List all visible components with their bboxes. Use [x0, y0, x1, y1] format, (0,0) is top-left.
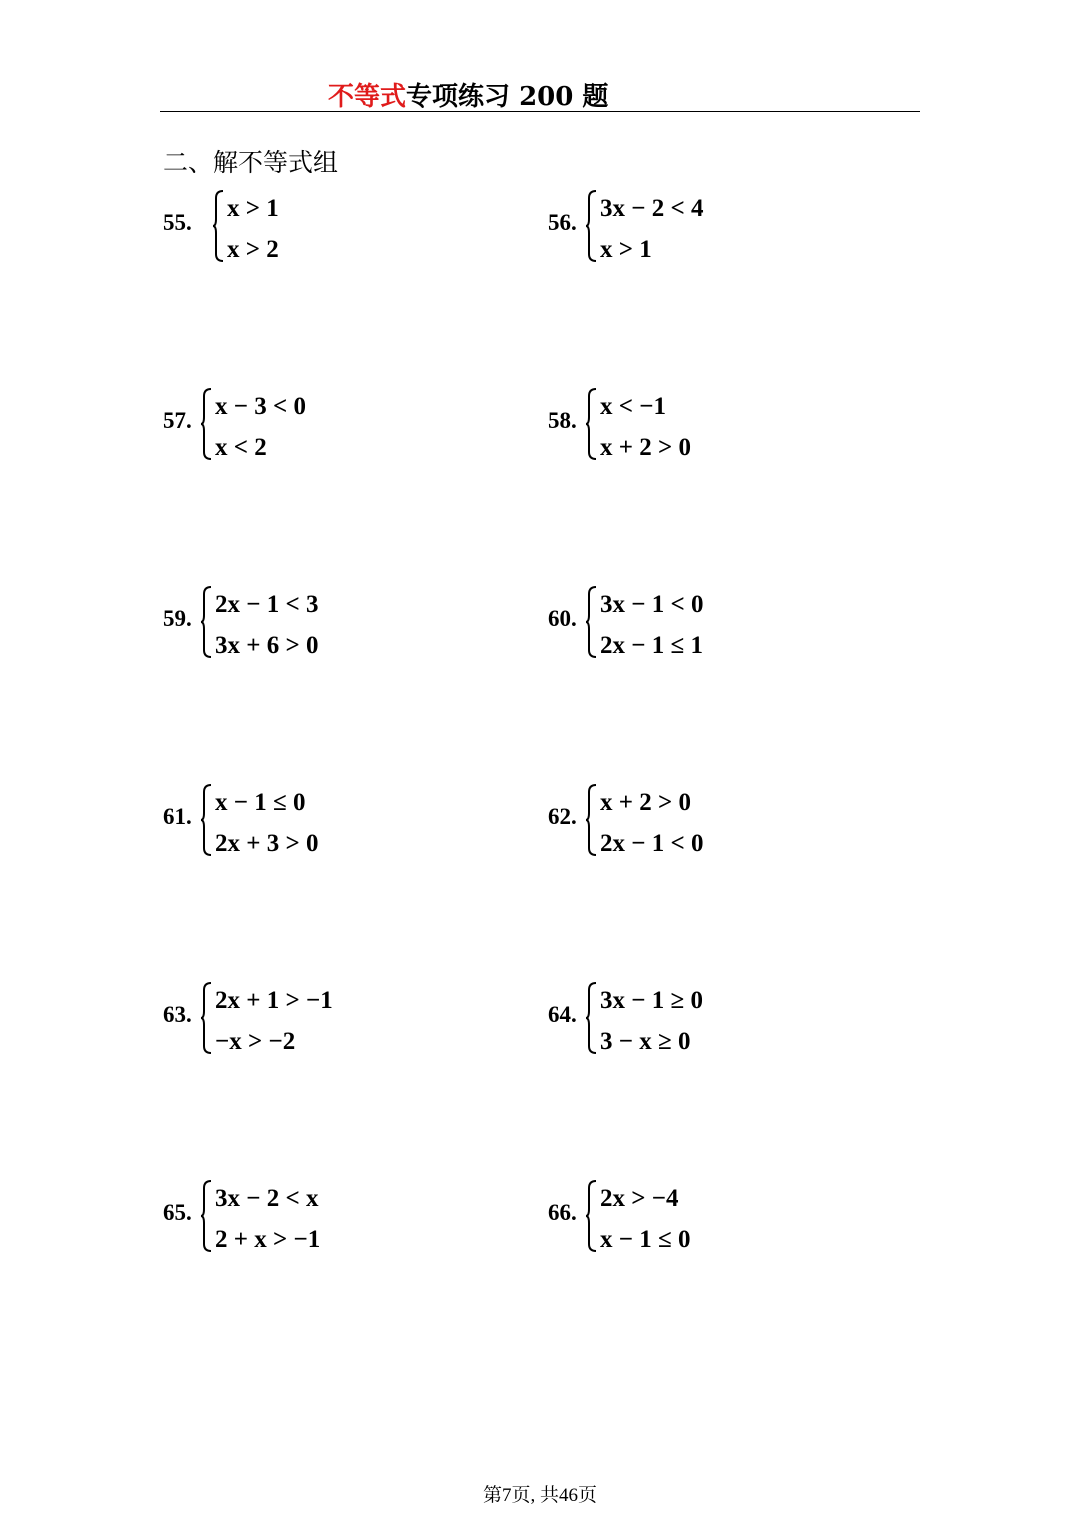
inequality-2: x > 2 [227, 236, 279, 263]
brace-icon [586, 586, 597, 658]
inequality-system [600, 188, 704, 270]
inequality-system [600, 584, 704, 666]
inequality-system [600, 782, 704, 864]
inequality-system [215, 386, 306, 468]
problem-number: 64. [548, 1002, 577, 1027]
header-title-rest: 专项练习 200 题 [406, 82, 609, 112]
brace-icon [586, 190, 597, 262]
header-rule [160, 111, 920, 112]
inequality-2: 3 − x ≥ 0 [600, 1028, 691, 1055]
problem-number: 57. [163, 408, 192, 433]
inequality-1: x + 2 > 0 [600, 789, 691, 816]
brace-icon [201, 388, 212, 460]
page-header-title [328, 76, 608, 113]
inequality-1: x > 1 [227, 195, 279, 222]
brace-icon [201, 1180, 212, 1252]
inequality-1: 3x − 2 < 4 [600, 195, 704, 222]
inequality-2: x < 2 [215, 434, 267, 461]
problem-number: 62. [548, 804, 577, 829]
brace-icon [213, 190, 224, 262]
problem-number: 61. [163, 804, 192, 829]
problem-number: 56. [548, 210, 577, 235]
brace-icon [201, 586, 212, 658]
page-footer: 第7页, 共46页 [482, 1485, 597, 1506]
inequality-2: 2x − 1 < 0 [600, 830, 704, 857]
inequality-2: −x > −2 [215, 1028, 296, 1055]
problem-number: 59. [163, 606, 192, 631]
inequality-1: 2x − 1 < 3 [215, 591, 319, 618]
inequality-2: x > 1 [600, 236, 652, 263]
inequality-system [215, 584, 319, 666]
inequality-system [600, 980, 703, 1062]
inequality-2: x − 1 ≤ 0 [600, 1226, 691, 1253]
problem-number: 66. [548, 1200, 577, 1225]
inequality-2: x + 2 > 0 [600, 434, 691, 461]
problem-number: 65. [163, 1200, 192, 1225]
inequality-2: 2x + 3 > 0 [215, 830, 319, 857]
inequality-1: 3x − 1 < 0 [600, 591, 704, 618]
inequality-system [227, 188, 279, 270]
brace-icon [586, 784, 597, 856]
inequality-1: x − 3 < 0 [215, 393, 306, 420]
problem-number: 60. [548, 606, 577, 631]
inequality-system [215, 782, 319, 864]
section-title: 二、解不等式组 [163, 148, 339, 177]
brace-icon [586, 388, 597, 460]
inequality-system [215, 980, 333, 1062]
inequality-2: 2 + x > −1 [215, 1226, 321, 1253]
inequality-1: 2x + 1 > −1 [215, 987, 333, 1014]
brace-icon [586, 982, 597, 1054]
inequality-1: 3x − 1 ≥ 0 [600, 987, 703, 1014]
problem-number: 55. [163, 210, 192, 235]
inequality-1: 2x > −4 [600, 1185, 679, 1212]
brace-icon [586, 1180, 597, 1252]
inequality-1: 3x − 2 < x [215, 1185, 319, 1212]
inequality-system [600, 386, 691, 468]
inequality-1: x < −1 [600, 393, 666, 420]
inequality-system [600, 1178, 690, 1260]
inequality-2: 2x − 1 ≤ 1 [600, 632, 703, 659]
brace-icon [201, 982, 212, 1054]
header-title-red: 不等式 [328, 82, 407, 112]
brace-icon [201, 784, 212, 856]
inequality-2: 3x + 6 > 0 [215, 632, 319, 659]
problem-number: 58. [548, 408, 577, 433]
problem-number: 63. [163, 1002, 192, 1027]
inequality-system [215, 1178, 320, 1260]
inequality-1: x − 1 ≤ 0 [215, 789, 306, 816]
